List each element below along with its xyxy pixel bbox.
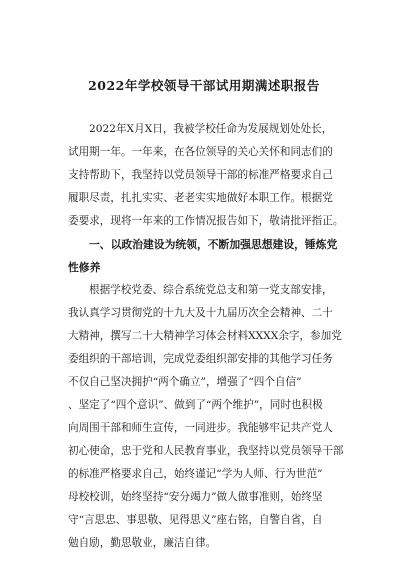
text-line: 母校校训，始终坚持“安分竭力”做人做事准则，始终坚: [68, 491, 323, 503]
text-line: 试用期一年。一年来，在各位领导的关心关怀和同志们的: [68, 146, 333, 158]
heading-line: 性修养: [68, 261, 101, 274]
text-line: 勉自励，勤思敬业，廉洁自律。: [68, 537, 217, 549]
intro-paragraph: [68, 118, 353, 233]
text-line: 支持帮助下，我坚持以党员领导干部的标准严格要求自己: [68, 169, 333, 181]
text-line: 守“言思忠、事思敬、见得思义”座右铭，自警自省，自: [68, 514, 323, 526]
text-line: 初心使命，忠于党和人民教育事业，我坚持以党员领导干部: [68, 445, 344, 457]
text-line: 不仅自己坚决拥护“两个确立”，增强了“四个自信”: [68, 376, 302, 388]
heading-line: 一、以政治建设为统领，不断加强思想建设，锤炼党: [89, 238, 338, 251]
document-title: 2022年学校领导干部试用期满述职报告: [88, 78, 320, 93]
text-line: 我认真学习贯彻党的十九大及十九届历次全会精神、二十: [68, 307, 333, 319]
text-line: 履职尽责，扎扎实实、老老实实地做好本职工作。根据党: [68, 192, 333, 204]
text-line: 的标准严格要求自己，始终谨记“学为人师、行为世范”: [68, 468, 323, 480]
body-paragraph: [68, 279, 353, 555]
text-line: 委组织的干部培训，完成党委组织部安排的其他学习任务: [68, 353, 333, 365]
text-line: 根据学校党委、综合系统党总支和第一党支部安排，: [89, 284, 333, 296]
text-line: 大精神，撰写二十大精神学习体会材料XXXX余字，参加党: [68, 330, 342, 342]
text-line: 向周围干部和师生宣传，一同进步。我能够牢记共产党人: [68, 422, 333, 434]
text-line: 委要求，现将一年来的工作情况报告如下，敬请批评指正。: [68, 215, 344, 227]
text-line: 、坚定了“四个意识”、做到了“两个维护”，同时也积极: [68, 399, 323, 411]
section-heading: [68, 233, 353, 279]
text-line: 2022年X月X日，我被学校任命为发展规划处处长，: [89, 123, 333, 135]
